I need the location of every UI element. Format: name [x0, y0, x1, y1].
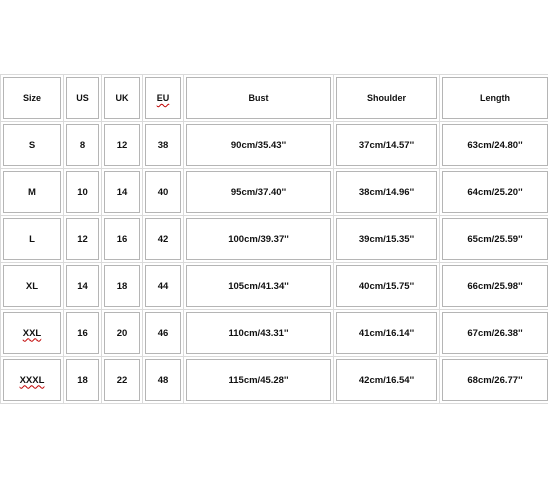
header-length-text: Length — [480, 93, 510, 103]
shoulder-value: 38cm/14.96'' — [358, 186, 415, 198]
table-cell-eu — [145, 265, 181, 307]
size-label: M — [28, 186, 36, 198]
size-label: XL — [25, 280, 39, 292]
bust-value: 95cm/37.40'' — [230, 186, 287, 198]
table-cell-eu — [145, 171, 181, 213]
table-cell-size — [3, 218, 61, 260]
header-bust — [186, 77, 331, 119]
eu-value: 44 — [157, 280, 169, 292]
bust-value: 105cm/41.34'' — [228, 280, 289, 292]
table-cell-size — [3, 265, 61, 307]
table-cell-us — [66, 265, 99, 307]
table-cell-shoulder — [336, 359, 437, 401]
table-cell-us — [66, 218, 99, 260]
header-uk-text: UK — [115, 93, 129, 103]
bust-value: 115cm/45.28'' — [228, 374, 289, 386]
table-cell-uk — [104, 265, 140, 307]
table-cell-us — [66, 359, 99, 401]
table-cell-length — [442, 312, 548, 354]
size-label: XXXL — [19, 374, 45, 386]
table-cell-uk — [104, 312, 140, 354]
table-cell-shoulder — [336, 265, 437, 307]
table-cell-bust — [186, 265, 331, 307]
shoulder-value: 41cm/16.14'' — [358, 327, 415, 339]
length-value: 63cm/24.80'' — [467, 139, 523, 151]
table-cell-size — [3, 312, 61, 354]
table-cell-shoulder — [336, 218, 437, 260]
uk-value: 12 — [116, 139, 128, 151]
length-value: 67cm/26.38'' — [467, 327, 523, 339]
bust-value: 100cm/39.37'' — [228, 233, 289, 245]
table-cell-bust — [186, 171, 331, 213]
header-bust-text: Bust — [248, 93, 269, 103]
shoulder-value: 42cm/16.54'' — [358, 374, 415, 386]
us-value: 14 — [77, 280, 88, 292]
table-cell-shoulder — [336, 312, 437, 354]
table-cell-uk — [104, 171, 140, 213]
bust-value: 110cm/43.31'' — [228, 327, 289, 339]
table-cell-bust — [186, 312, 331, 354]
header-shoulder-text: Shoulder — [366, 93, 406, 103]
table-cell-bust — [186, 124, 331, 166]
table-cell-us — [66, 312, 99, 354]
table-cell-bust — [186, 218, 331, 260]
table-cell-size — [3, 171, 61, 213]
header-us — [66, 77, 99, 119]
table-cell-shoulder — [336, 124, 437, 166]
shoulder-value: 40cm/15.75'' — [358, 280, 415, 292]
header-size — [3, 77, 61, 119]
eu-value: 40 — [157, 186, 169, 198]
header-shoulder — [336, 77, 437, 119]
table-cell-uk — [104, 359, 140, 401]
eu-value: 38 — [157, 139, 169, 151]
header-eu — [145, 77, 181, 119]
header-uk — [104, 77, 140, 119]
table-cell-uk — [104, 124, 140, 166]
length-value: 64cm/25.20'' — [467, 186, 523, 198]
table-cell-eu — [145, 359, 181, 401]
eu-value: 48 — [157, 374, 169, 386]
shoulder-value: 39cm/15.35'' — [358, 233, 415, 245]
uk-value: 20 — [116, 327, 128, 339]
uk-value: 14 — [116, 186, 128, 198]
size-label: L — [29, 233, 35, 245]
header-eu-text: EU — [156, 93, 170, 103]
table-cell-bust — [186, 359, 331, 401]
table-cell-size — [3, 124, 61, 166]
us-value: 12 — [77, 233, 88, 245]
table-cell-length — [442, 265, 548, 307]
eu-value: 42 — [157, 233, 169, 245]
table-cell-length — [442, 218, 548, 260]
size-chart-table — [3, 77, 548, 401]
us-value: 16 — [77, 327, 88, 339]
uk-value: 18 — [116, 280, 128, 292]
uk-value: 16 — [116, 233, 128, 245]
table-cell-uk — [104, 218, 140, 260]
table-cell-length — [442, 124, 548, 166]
table-cell-us — [66, 124, 99, 166]
length-value: 68cm/26.77'' — [467, 374, 523, 386]
table-cell-length — [442, 171, 548, 213]
table-cell-eu — [145, 124, 181, 166]
uk-value: 22 — [116, 374, 128, 386]
table-cell-shoulder — [336, 171, 437, 213]
size-label: S — [28, 139, 36, 151]
bust-value: 90cm/35.43'' — [230, 139, 287, 151]
table-cell-eu — [145, 312, 181, 354]
length-value: 66cm/25.98'' — [467, 280, 523, 292]
us-value: 8 — [79, 139, 86, 151]
eu-value: 46 — [157, 327, 169, 339]
header-size-text: Size — [22, 93, 41, 103]
table-cell-us — [66, 171, 99, 213]
header-length — [442, 77, 548, 119]
shoulder-value: 37cm/14.57'' — [358, 139, 415, 151]
us-value: 10 — [77, 186, 88, 198]
table-cell-size — [3, 359, 61, 401]
header-us-text: US — [76, 93, 89, 103]
table-cell-eu — [145, 218, 181, 260]
us-value: 18 — [77, 374, 88, 386]
size-label: XXL — [22, 327, 42, 339]
table-cell-length — [442, 359, 548, 401]
length-value: 65cm/25.59'' — [467, 233, 523, 245]
